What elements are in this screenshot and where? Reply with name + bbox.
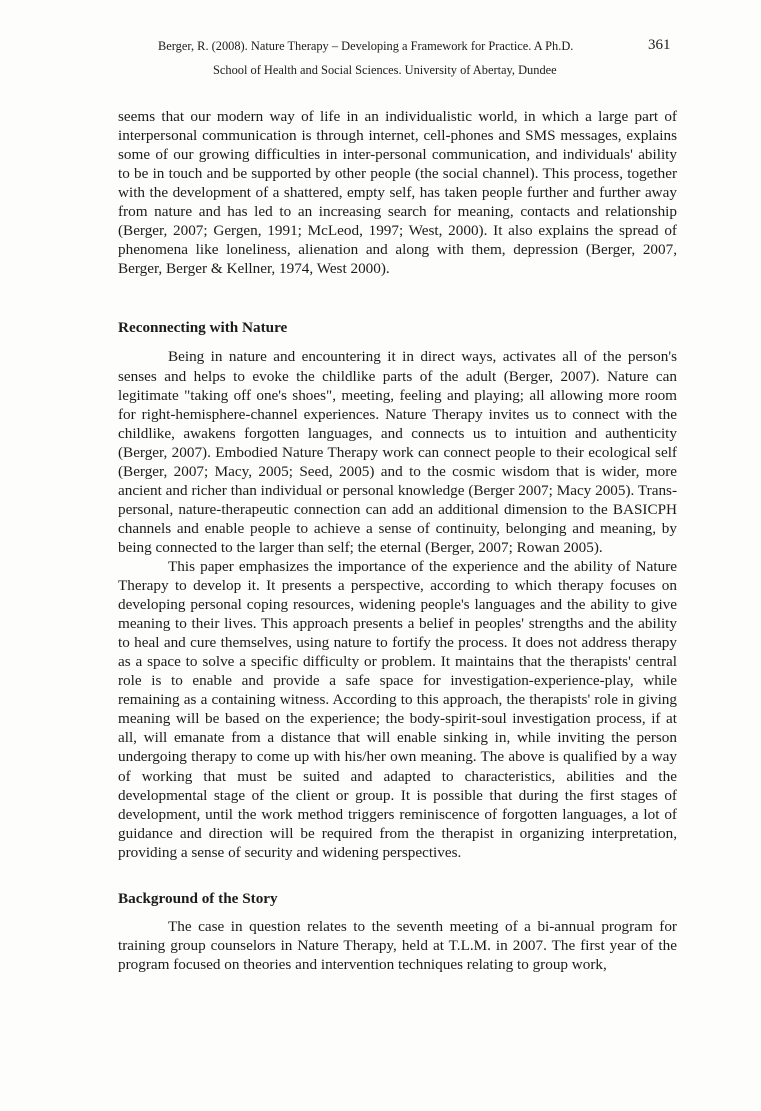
paragraph-continuation: seems that our modern way of life in an individualistic world, in which a large part of interpersonal communication is through internet, cell-phones and SMS messages, explains some of our growing difficulties in inter-personal communication, and individuals' ability to be in touch and be supported by other people (the social channel). This process, together with the development of a shattered, empty self, has taken people further and further away from nature and has led to an increasing search for meaning, contacts and relationship (Berger, 2007; Gergen, 1991; McLeod, 1997; West, 2000). It also explains the spread of phenomena like loneliness, alienation and along with them, depression (Berger, 2007, Berger, Berger & Kellner, 1974, West 2000). [118,108,677,278]
header-citation: Berger, R. (2008). Nature Therapy – Developing a Framework for Practice. A Ph.D. [158,39,574,53]
section-heading-reconnecting: Reconnecting with Nature [118,319,288,337]
body-text [118,107,677,974]
paragraph-reconnecting: Being in nature and encountering it in direct ways, activates all of the person's senses and helps to evoke the childlike parts of the adult (Berger, 2007). Nature can legitimate "taking off one's shoes", meeting, feeling and playing; all allowing more room for right-hemisphere-channel experiences. Nature Therapy invites us to connect with the childlike, awakens forgotten languages, and connects us to intuition and authenticity (Berger, 2007). Embodied Nature Therapy work can connect people to their ecological self (Berger, 2007; Macy, 2005; Seed, 2005) and to the cosmic wisdom that is wider, more ancient and richer than individual or personal knowledge (Berger 2007; Macy 2005). Trans-personal, nature-therapeutic connection can add an additional dimension to the BASICPH channels and enable people to achieve a sense of continuity, belonging and meaning, by being connected to the larger than self; the eternal (Berger, 2007; Rowan 2005). [118,348,677,556]
paragraph-background: The case in question relates to the seventh meeting of a bi-annual program for training group counselors in Nature Therapy, held at T.L.M. in 2007. The first year of the program focused on theories and intervention techniques relating to group work, [118,917,677,973]
section-heading-background: Background of the Story [118,889,278,907]
header-institution: School of Health and Social Sciences. University of Abertay, Dundee [213,63,557,77]
page-number: 361 [648,37,671,53]
paragraph-emphasis: This paper emphasizes the importance of the experience and the ability of Nature Therapy to develop it. It presents a perspective, according to which therapy focuses on developing personal coping resources, widening people's languages and the ability to give meaning to their lives. This approach presents a belief in peoples' strengths and the ability to heal and cure themselves, using nature to fortify the process. It does not address therapy as a space to solve a specific difficulty or problem. It maintains that the therapists' central role is to enable and provide a safe space for investigation-experience-play, while remaining as a containing witness. According to this approach, the therapists' role in giving meaning will be based on the experience; the body-spirit-soul investigation process, if at all, will emanate from a distance that will enable sinking in, while inviting the person undergoing therapy to come up with his/her own meaning. The above is qualified by a way of working that must be suited and adapted to characteristics, abilities and the developmental stage of the client or group. It is possible that during the first stages of development, until the work method triggers reminiscence of forgotten languages, a lot of guidance and direction will be required from the therapist in organizing interpretation, providing a sense of security and widening perspectives. [118,557,677,861]
